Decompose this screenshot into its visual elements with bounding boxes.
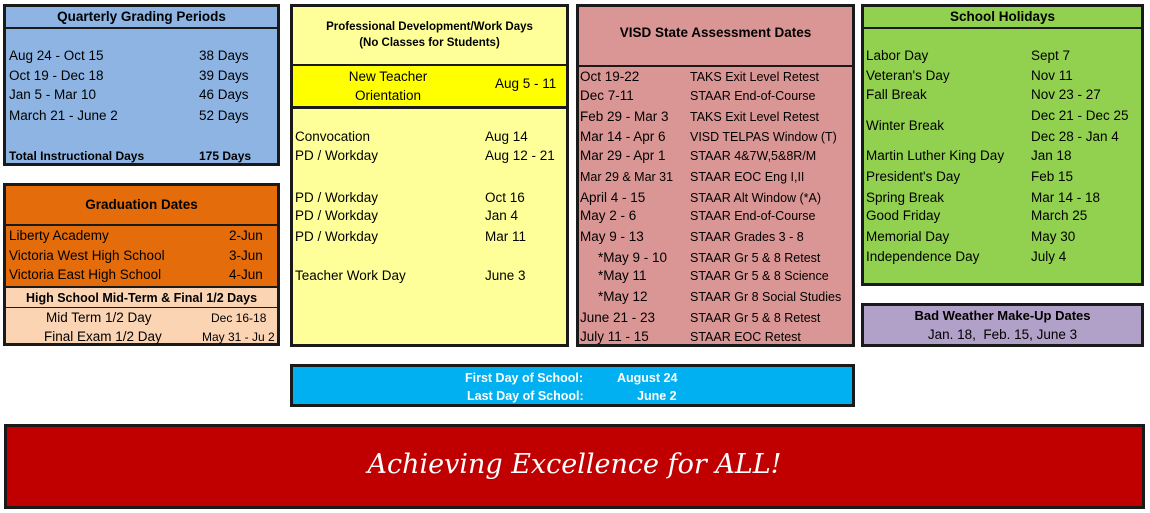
assessment-row bbox=[579, 188, 852, 208]
assessment-date: *May 9 - 10 bbox=[598, 250, 668, 265]
quarterly-range: March 21 - June 2 bbox=[9, 108, 118, 123]
assessment-date: July 11 - 15 bbox=[580, 329, 649, 344]
last-day-date: June 2 bbox=[637, 389, 677, 403]
holiday-date: Feb 15 bbox=[1031, 169, 1074, 184]
pd-date: Aug 14 bbox=[485, 129, 528, 144]
graduation-title: Graduation Dates bbox=[85, 197, 198, 212]
holiday-date: Mar 14 - 18 bbox=[1031, 190, 1101, 205]
midterm-header bbox=[6, 288, 277, 308]
pd-date: Mar 11 bbox=[485, 229, 527, 244]
holiday-date: Nov 23 - 27 bbox=[1031, 87, 1101, 102]
holiday-row bbox=[864, 66, 1141, 86]
holiday-name: Memorial Day bbox=[866, 229, 950, 244]
assessment-row bbox=[579, 146, 852, 166]
quarterly-row bbox=[6, 106, 277, 126]
holiday-row bbox=[864, 146, 1141, 166]
graduation-row bbox=[6, 226, 277, 246]
pd-date: Oct 16 bbox=[485, 190, 525, 205]
assessment-date: June 21 - 23 bbox=[580, 310, 656, 325]
pd-title-line1: Professional Development/Work Days bbox=[326, 21, 533, 33]
graduation-date: 3-Jun bbox=[229, 248, 263, 263]
graduation-dates-panel bbox=[3, 183, 280, 346]
quarterly-total-row bbox=[6, 146, 277, 166]
holiday-name: Winter Break bbox=[866, 118, 945, 133]
midterm-rows bbox=[6, 308, 277, 343]
slogan-banner bbox=[4, 424, 1145, 509]
assessment-test: STAAR Grades 3 - 8 bbox=[690, 230, 804, 244]
holiday-name: Veteran's Day bbox=[866, 68, 950, 83]
holiday-date: May 30 bbox=[1031, 229, 1076, 244]
total-value: 175 Days bbox=[199, 149, 252, 163]
quarterly-range: Aug 24 - Oct 15 bbox=[9, 48, 104, 63]
slogan-text: Achieving Excellence for ALL! bbox=[367, 449, 782, 480]
assessment-row bbox=[579, 327, 852, 347]
assessment-row bbox=[579, 287, 852, 307]
holiday-date: Sept 7 bbox=[1031, 48, 1071, 63]
orientation-line2: Orientation bbox=[354, 88, 422, 103]
last-day-label: Last Day of School: bbox=[467, 389, 584, 403]
holiday-row bbox=[864, 188, 1141, 208]
quarterly-days: 39 Days bbox=[199, 68, 249, 83]
pd-label: Teacher Work Day bbox=[295, 268, 406, 283]
assessment-row bbox=[579, 127, 852, 147]
first-day-date: August 24 bbox=[617, 371, 678, 385]
graduation-school: Victoria West High School bbox=[9, 248, 165, 263]
midterm-row bbox=[6, 308, 277, 328]
graduation-date: 4-Jun bbox=[229, 267, 263, 282]
pd-title-line2: (No Classes for Students) bbox=[359, 37, 500, 49]
assessment-row bbox=[579, 227, 852, 247]
assessment-row bbox=[579, 167, 852, 187]
quarterly-days: 38 Days bbox=[199, 48, 249, 63]
quarterly-grading-periods-panel bbox=[3, 4, 280, 166]
quarterly-range: Jan 5 - Mar 10 bbox=[9, 87, 97, 102]
assessment-date: Mar 29 & Mar 31 bbox=[580, 170, 674, 184]
holiday-row bbox=[864, 127, 1141, 147]
orientation-label bbox=[293, 67, 483, 105]
assessment-test: TAKS Exit Level Retest bbox=[690, 110, 819, 124]
holiday-row bbox=[864, 167, 1141, 187]
assessment-test: VISD TELPAS Window (T) bbox=[690, 130, 837, 144]
pd-row bbox=[293, 206, 566, 226]
professional-development-panel bbox=[290, 4, 569, 347]
pd-row bbox=[293, 146, 566, 166]
graduation-school: Liberty Academy bbox=[9, 228, 109, 243]
midterm-date: Dec 16-18 bbox=[211, 311, 267, 325]
assessment-date: Dec 7-11 bbox=[580, 88, 634, 103]
midterm-label: Mid Term 1/2 Day bbox=[46, 310, 152, 325]
graduation-row bbox=[6, 246, 277, 266]
holiday-row bbox=[864, 227, 1141, 247]
quarterly-row bbox=[6, 46, 277, 66]
holiday-row bbox=[864, 247, 1141, 267]
assessment-test: STAAR Gr 5 & 8 Retest bbox=[690, 311, 821, 325]
assessment-date: Feb 29 - Mar 3 bbox=[580, 109, 669, 124]
assessment-date: May 9 - 13 bbox=[580, 229, 644, 244]
assessment-date: Mar 29 - Apr 1 bbox=[580, 148, 666, 163]
state-assessment-panel bbox=[576, 4, 855, 347]
assessment-test: STAAR 4&7W,5&8R/M bbox=[690, 149, 817, 163]
pd-date: Aug 12 - 21 bbox=[485, 148, 555, 163]
holiday-name: President's Day bbox=[866, 169, 961, 184]
holiday-date: July 4 bbox=[1031, 249, 1067, 264]
assessment-row bbox=[579, 206, 852, 226]
orientation-line1: New Teacher bbox=[348, 69, 428, 84]
holiday-name: Martin Luther King Day bbox=[866, 148, 1005, 163]
midterm-label: Final Exam 1/2 Day bbox=[44, 329, 162, 344]
assessment-date: Mar 14 - Apr 6 bbox=[580, 129, 666, 144]
orientation-date: Aug 5 - 11 bbox=[495, 76, 557, 91]
holiday-name: Independence Day bbox=[866, 249, 980, 264]
assessment-row bbox=[579, 266, 852, 286]
quarterly-row bbox=[6, 66, 277, 86]
graduation-date: 2-Jun bbox=[229, 228, 263, 243]
assessment-row bbox=[579, 308, 852, 328]
midterm-title: High School Mid-Term & Final 1/2 Days bbox=[25, 291, 258, 305]
assessment-test: STAAR Gr 8 Social Studies bbox=[690, 290, 842, 304]
weather-dates: Jan. 18, Feb. 15, June 3 bbox=[927, 327, 1078, 342]
school-holidays-panel bbox=[861, 4, 1144, 286]
pd-label: PD / Workday bbox=[295, 229, 379, 244]
holiday-row bbox=[864, 206, 1141, 226]
holiday-date: Dec 21 - Dec 25 bbox=[1031, 108, 1129, 123]
first-day-row bbox=[293, 369, 852, 389]
holiday-row bbox=[864, 85, 1141, 105]
assessment-date: May 2 - 6 bbox=[580, 208, 637, 223]
graduation-row bbox=[6, 265, 277, 285]
holiday-date: March 25 bbox=[1031, 208, 1088, 223]
midterm-row bbox=[6, 327, 277, 347]
holiday-date: Dec 28 - Jan 4 bbox=[1031, 129, 1119, 144]
pd-label: Convocation bbox=[295, 129, 371, 144]
assessment-test: STAAR EOC Eng I,II bbox=[690, 170, 805, 184]
holiday-name: Spring Break bbox=[866, 190, 945, 205]
assessment-test: STAAR EOC Retest bbox=[690, 330, 801, 344]
bad-weather-panel bbox=[861, 303, 1144, 347]
assessment-test: TAKS Exit Level Retest bbox=[690, 70, 819, 84]
assessment-row bbox=[579, 248, 852, 268]
assessment-test: STAAR Alt Window (*A) bbox=[690, 191, 822, 205]
midterm-date: May 31 - Ju 2 bbox=[202, 330, 275, 344]
assessment-date: Oct 19-22 bbox=[580, 69, 640, 84]
assessment-test: STAAR End-of-Course bbox=[690, 209, 816, 223]
holiday-name: Good Friday bbox=[866, 208, 941, 223]
weather-title: Bad Weather Make-Up Dates bbox=[914, 308, 1091, 323]
holiday-date: Jan 18 bbox=[1031, 148, 1072, 163]
pd-row bbox=[293, 266, 566, 286]
quarterly-days: 46 Days bbox=[199, 87, 249, 102]
graduation-school: Victoria East High School bbox=[9, 267, 162, 282]
pd-row bbox=[293, 127, 566, 147]
last-day-row bbox=[293, 387, 852, 407]
assessment-test: STAAR Gr 5 & 8 Science bbox=[690, 269, 829, 283]
pd-title bbox=[293, 19, 566, 51]
pd-date: June 3 bbox=[485, 268, 526, 283]
assessment-date: *May 12 bbox=[598, 289, 648, 304]
assessment-test: STAAR End-of-Course bbox=[690, 89, 816, 103]
pd-date: Jan 4 bbox=[485, 208, 519, 223]
assessment-row bbox=[579, 86, 852, 106]
holidays-title: School Holidays bbox=[949, 9, 1056, 24]
assessment-test: STAAR Gr 5 & 8 Retest bbox=[690, 251, 821, 265]
assessment-row bbox=[579, 67, 852, 87]
holiday-name: Fall Break bbox=[866, 87, 927, 102]
holiday-row bbox=[864, 46, 1141, 66]
first-last-day-panel bbox=[290, 364, 855, 407]
holiday-date: Nov 11 bbox=[1031, 68, 1073, 83]
first-day-label: First Day of School: bbox=[465, 371, 584, 385]
pd-label: PD / Workday bbox=[295, 148, 379, 163]
total-label: Total Instructional Days bbox=[9, 149, 145, 163]
holiday-name: Labor Day bbox=[866, 48, 929, 63]
assessment-date: *May 11 bbox=[598, 268, 647, 283]
new-teacher-orientation bbox=[293, 66, 566, 106]
pd-row bbox=[293, 227, 566, 247]
quarterly-range: Oct 19 - Dec 18 bbox=[9, 68, 104, 83]
quarterly-row bbox=[6, 85, 277, 105]
quarterly-days: 52 Days bbox=[199, 108, 249, 123]
pd-label: PD / Workday bbox=[295, 190, 379, 205]
pd-label: PD / Workday bbox=[295, 208, 379, 223]
pd-row bbox=[293, 188, 566, 208]
quarterly-title: Quarterly Grading Periods bbox=[57, 9, 226, 24]
assessment-date: April 4 - 15 bbox=[580, 190, 646, 205]
visd-title: VISD State Assessment Dates bbox=[619, 25, 812, 40]
assessment-row bbox=[579, 107, 852, 127]
